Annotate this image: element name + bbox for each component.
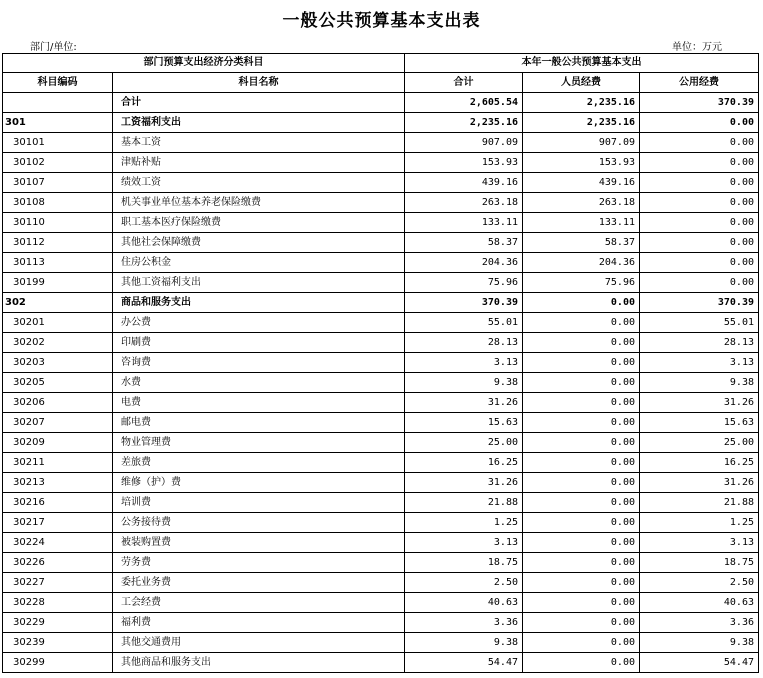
cell-personnel: 263.18 <box>523 193 640 213</box>
cell-code: 30110 <box>3 213 113 233</box>
header-col-total: 合计 <box>405 73 523 93</box>
cell-public: 0.00 <box>640 213 759 233</box>
cell-code: 30199 <box>3 273 113 293</box>
cell-total: 55.01 <box>405 313 523 333</box>
cell-code: 30216 <box>3 493 113 513</box>
cell-name: 劳务费 <box>113 553 405 573</box>
table-row <box>3 433 759 453</box>
cell-code <box>3 93 113 113</box>
cell-name: 其他工资福利支出 <box>113 273 405 293</box>
budget-table <box>2 53 759 673</box>
cell-personnel: 0.00 <box>523 413 640 433</box>
cell-personnel: 0.00 <box>523 473 640 493</box>
cell-total: 3.36 <box>405 613 523 633</box>
cell-total: 2.50 <box>405 573 523 593</box>
cell-code: 30205 <box>3 373 113 393</box>
cell-code: 30206 <box>3 393 113 413</box>
cell-code: 30226 <box>3 553 113 573</box>
table-row <box>3 253 759 273</box>
cell-name: 商品和服务支出 <box>113 293 405 313</box>
cell-total: 21.88 <box>405 493 523 513</box>
cell-name: 住房公积金 <box>113 253 405 273</box>
cell-personnel: 0.00 <box>523 313 640 333</box>
cell-public: 16.25 <box>640 453 759 473</box>
table-row <box>3 613 759 633</box>
cell-code: 30112 <box>3 233 113 253</box>
cell-name: 福利费 <box>113 613 405 633</box>
cell-personnel: 75.96 <box>523 273 640 293</box>
cell-code: 301 <box>3 113 113 133</box>
cell-personnel: 2,235.16 <box>523 93 640 113</box>
cell-total: 9.38 <box>405 373 523 393</box>
cell-name: 电费 <box>113 393 405 413</box>
cell-public: 9.38 <box>640 373 759 393</box>
cell-personnel: 0.00 <box>523 573 640 593</box>
cell-total: 133.11 <box>405 213 523 233</box>
table-row <box>3 193 759 213</box>
cell-code: 30239 <box>3 633 113 653</box>
cell-total: 204.36 <box>405 253 523 273</box>
cell-total: 28.13 <box>405 333 523 353</box>
cell-code: 30207 <box>3 413 113 433</box>
cell-personnel: 0.00 <box>523 533 640 553</box>
cell-name: 机关事业单位基本养老保险缴费 <box>113 193 405 213</box>
cell-personnel: 0.00 <box>523 333 640 353</box>
cell-public: 3.36 <box>640 613 759 633</box>
cell-total: 1.25 <box>405 513 523 533</box>
table-row <box>3 493 759 513</box>
cell-public: 0.00 <box>640 273 759 293</box>
table-row <box>3 393 759 413</box>
cell-name: 津贴补贴 <box>113 153 405 173</box>
cell-total: 9.38 <box>405 633 523 653</box>
cell-public: 2.50 <box>640 573 759 593</box>
cell-personnel: 439.16 <box>523 173 640 193</box>
cell-personnel: 0.00 <box>523 653 640 673</box>
cell-public: 0.00 <box>640 193 759 213</box>
table-row <box>3 273 759 293</box>
header-col-code: 科目编码 <box>3 73 113 93</box>
cell-total: 907.09 <box>405 133 523 153</box>
cell-code: 30224 <box>3 533 113 553</box>
cell-name: 水费 <box>113 373 405 393</box>
table-row <box>3 353 759 373</box>
cell-public: 0.00 <box>640 253 759 273</box>
cell-public: 370.39 <box>640 93 759 113</box>
cell-name: 委托业务费 <box>113 573 405 593</box>
cell-name: 工资福利支出 <box>113 113 405 133</box>
cell-personnel: 0.00 <box>523 393 640 413</box>
cell-public: 55.01 <box>640 313 759 333</box>
cell-total: 3.13 <box>405 533 523 553</box>
cell-name: 印刷费 <box>113 333 405 353</box>
table-row <box>3 533 759 553</box>
cell-total: 25.00 <box>405 433 523 453</box>
table-row <box>3 653 759 673</box>
cell-personnel: 0.00 <box>523 613 640 633</box>
cell-total: 16.25 <box>405 453 523 473</box>
cell-personnel: 204.36 <box>523 253 640 273</box>
cell-name: 差旅费 <box>113 453 405 473</box>
cell-personnel: 153.93 <box>523 153 640 173</box>
cell-personnel: 0.00 <box>523 373 640 393</box>
cell-personnel: 0.00 <box>523 493 640 513</box>
cell-public: 0.00 <box>640 173 759 193</box>
table-row <box>3 133 759 153</box>
cell-code: 30227 <box>3 573 113 593</box>
dept-label: 部门/单位: <box>30 42 77 53</box>
cell-public: 31.26 <box>640 473 759 493</box>
cell-code: 30228 <box>3 593 113 613</box>
table-row <box>3 93 759 113</box>
cell-code: 30209 <box>3 433 113 453</box>
cell-personnel: 58.37 <box>523 233 640 253</box>
cell-code: 30202 <box>3 333 113 353</box>
cell-public: 54.47 <box>640 653 759 673</box>
cell-name: 被装购置费 <box>113 533 405 553</box>
cell-name: 办公费 <box>113 313 405 333</box>
cell-personnel: 0.00 <box>523 553 640 573</box>
table-row <box>3 633 759 653</box>
cell-total: 31.26 <box>405 473 523 493</box>
unit-label: 单位：万元 <box>672 42 722 53</box>
cell-total: 54.47 <box>405 653 523 673</box>
cell-public: 3.13 <box>640 353 759 373</box>
cell-name: 其他社会保障缴费 <box>113 233 405 253</box>
cell-personnel: 0.00 <box>523 433 640 453</box>
cell-total: 439.16 <box>405 173 523 193</box>
cell-name: 公务接待费 <box>113 513 405 533</box>
cell-total: 40.63 <box>405 593 523 613</box>
cell-code: 30203 <box>3 353 113 373</box>
cell-total: 2,605.54 <box>405 93 523 113</box>
table-row <box>3 553 759 573</box>
cell-name: 培训费 <box>113 493 405 513</box>
cell-name: 合计 <box>113 93 405 113</box>
cell-total: 263.18 <box>405 193 523 213</box>
cell-code: 30108 <box>3 193 113 213</box>
cell-total: 153.93 <box>405 153 523 173</box>
cell-total: 370.39 <box>405 293 523 313</box>
cell-public: 0.00 <box>640 233 759 253</box>
cell-code: 30213 <box>3 473 113 493</box>
cell-public: 31.26 <box>640 393 759 413</box>
cell-name: 其他商品和服务支出 <box>113 653 405 673</box>
cell-personnel: 0.00 <box>523 513 640 533</box>
cell-name: 咨询费 <box>113 353 405 373</box>
cell-name: 基本工资 <box>113 133 405 153</box>
cell-personnel: 0.00 <box>523 453 640 473</box>
cell-code: 30229 <box>3 613 113 633</box>
table-row <box>3 113 759 133</box>
header-col-name: 科目名称 <box>113 73 405 93</box>
cell-public: 40.63 <box>640 593 759 613</box>
table-row <box>3 213 759 233</box>
cell-code: 302 <box>3 293 113 313</box>
header-group-right: 本年一般公共预算基本支出 <box>405 54 759 73</box>
table-row <box>3 153 759 173</box>
header-col-personnel: 人员经费 <box>523 73 640 93</box>
cell-total: 3.13 <box>405 353 523 373</box>
table-row <box>3 593 759 613</box>
cell-public: 15.63 <box>640 413 759 433</box>
cell-total: 75.96 <box>405 273 523 293</box>
cell-personnel: 907.09 <box>523 133 640 153</box>
cell-total: 2,235.16 <box>405 113 523 133</box>
table-row <box>3 573 759 593</box>
cell-personnel: 0.00 <box>523 353 640 373</box>
table-row <box>3 513 759 533</box>
cell-code: 30107 <box>3 173 113 193</box>
table-row <box>3 413 759 433</box>
cell-name: 其他交通费用 <box>113 633 405 653</box>
cell-personnel: 2,235.16 <box>523 113 640 133</box>
cell-public: 28.13 <box>640 333 759 353</box>
table-row <box>3 173 759 193</box>
table-row <box>3 313 759 333</box>
cell-name: 绩效工资 <box>113 173 405 193</box>
cell-code: 30102 <box>3 153 113 173</box>
cell-code: 30299 <box>3 653 113 673</box>
cell-public: 9.38 <box>640 633 759 653</box>
header-col-public: 公用经费 <box>640 73 759 93</box>
cell-public: 18.75 <box>640 553 759 573</box>
cell-code: 30211 <box>3 453 113 473</box>
cell-public: 370.39 <box>640 293 759 313</box>
cell-public: 25.00 <box>640 433 759 453</box>
cell-name: 工会经费 <box>113 593 405 613</box>
cell-public: 3.13 <box>640 533 759 553</box>
table-row <box>3 333 759 353</box>
cell-personnel: 0.00 <box>523 633 640 653</box>
cell-personnel: 0.00 <box>523 293 640 313</box>
cell-public: 21.88 <box>640 493 759 513</box>
cell-total: 18.75 <box>405 553 523 573</box>
cell-public: 1.25 <box>640 513 759 533</box>
header-column-row <box>3 73 759 93</box>
cell-public: 0.00 <box>640 153 759 173</box>
cell-personnel: 0.00 <box>523 593 640 613</box>
cell-personnel: 133.11 <box>523 213 640 233</box>
cell-name: 邮电费 <box>113 413 405 433</box>
cell-public: 0.00 <box>640 113 759 133</box>
table-row <box>3 373 759 393</box>
table-row <box>3 233 759 253</box>
table-row <box>3 293 759 313</box>
cell-name: 职工基本医疗保险缴费 <box>113 213 405 233</box>
cell-code: 30217 <box>3 513 113 533</box>
table-row <box>3 453 759 473</box>
cell-total: 15.63 <box>405 413 523 433</box>
cell-name: 维修（护）费 <box>113 473 405 493</box>
cell-code: 30113 <box>3 253 113 273</box>
cell-code: 30101 <box>3 133 113 153</box>
cell-total: 31.26 <box>405 393 523 413</box>
cell-public: 0.00 <box>640 133 759 153</box>
table-row <box>3 473 759 493</box>
page-title: 一般公共预算基本支出表 <box>282 11 481 31</box>
cell-name: 物业管理费 <box>113 433 405 453</box>
cell-total: 58.37 <box>405 233 523 253</box>
header-group-row <box>3 54 759 73</box>
cell-code: 30201 <box>3 313 113 333</box>
header-group-left: 部门预算支出经济分类科目 <box>3 54 405 73</box>
